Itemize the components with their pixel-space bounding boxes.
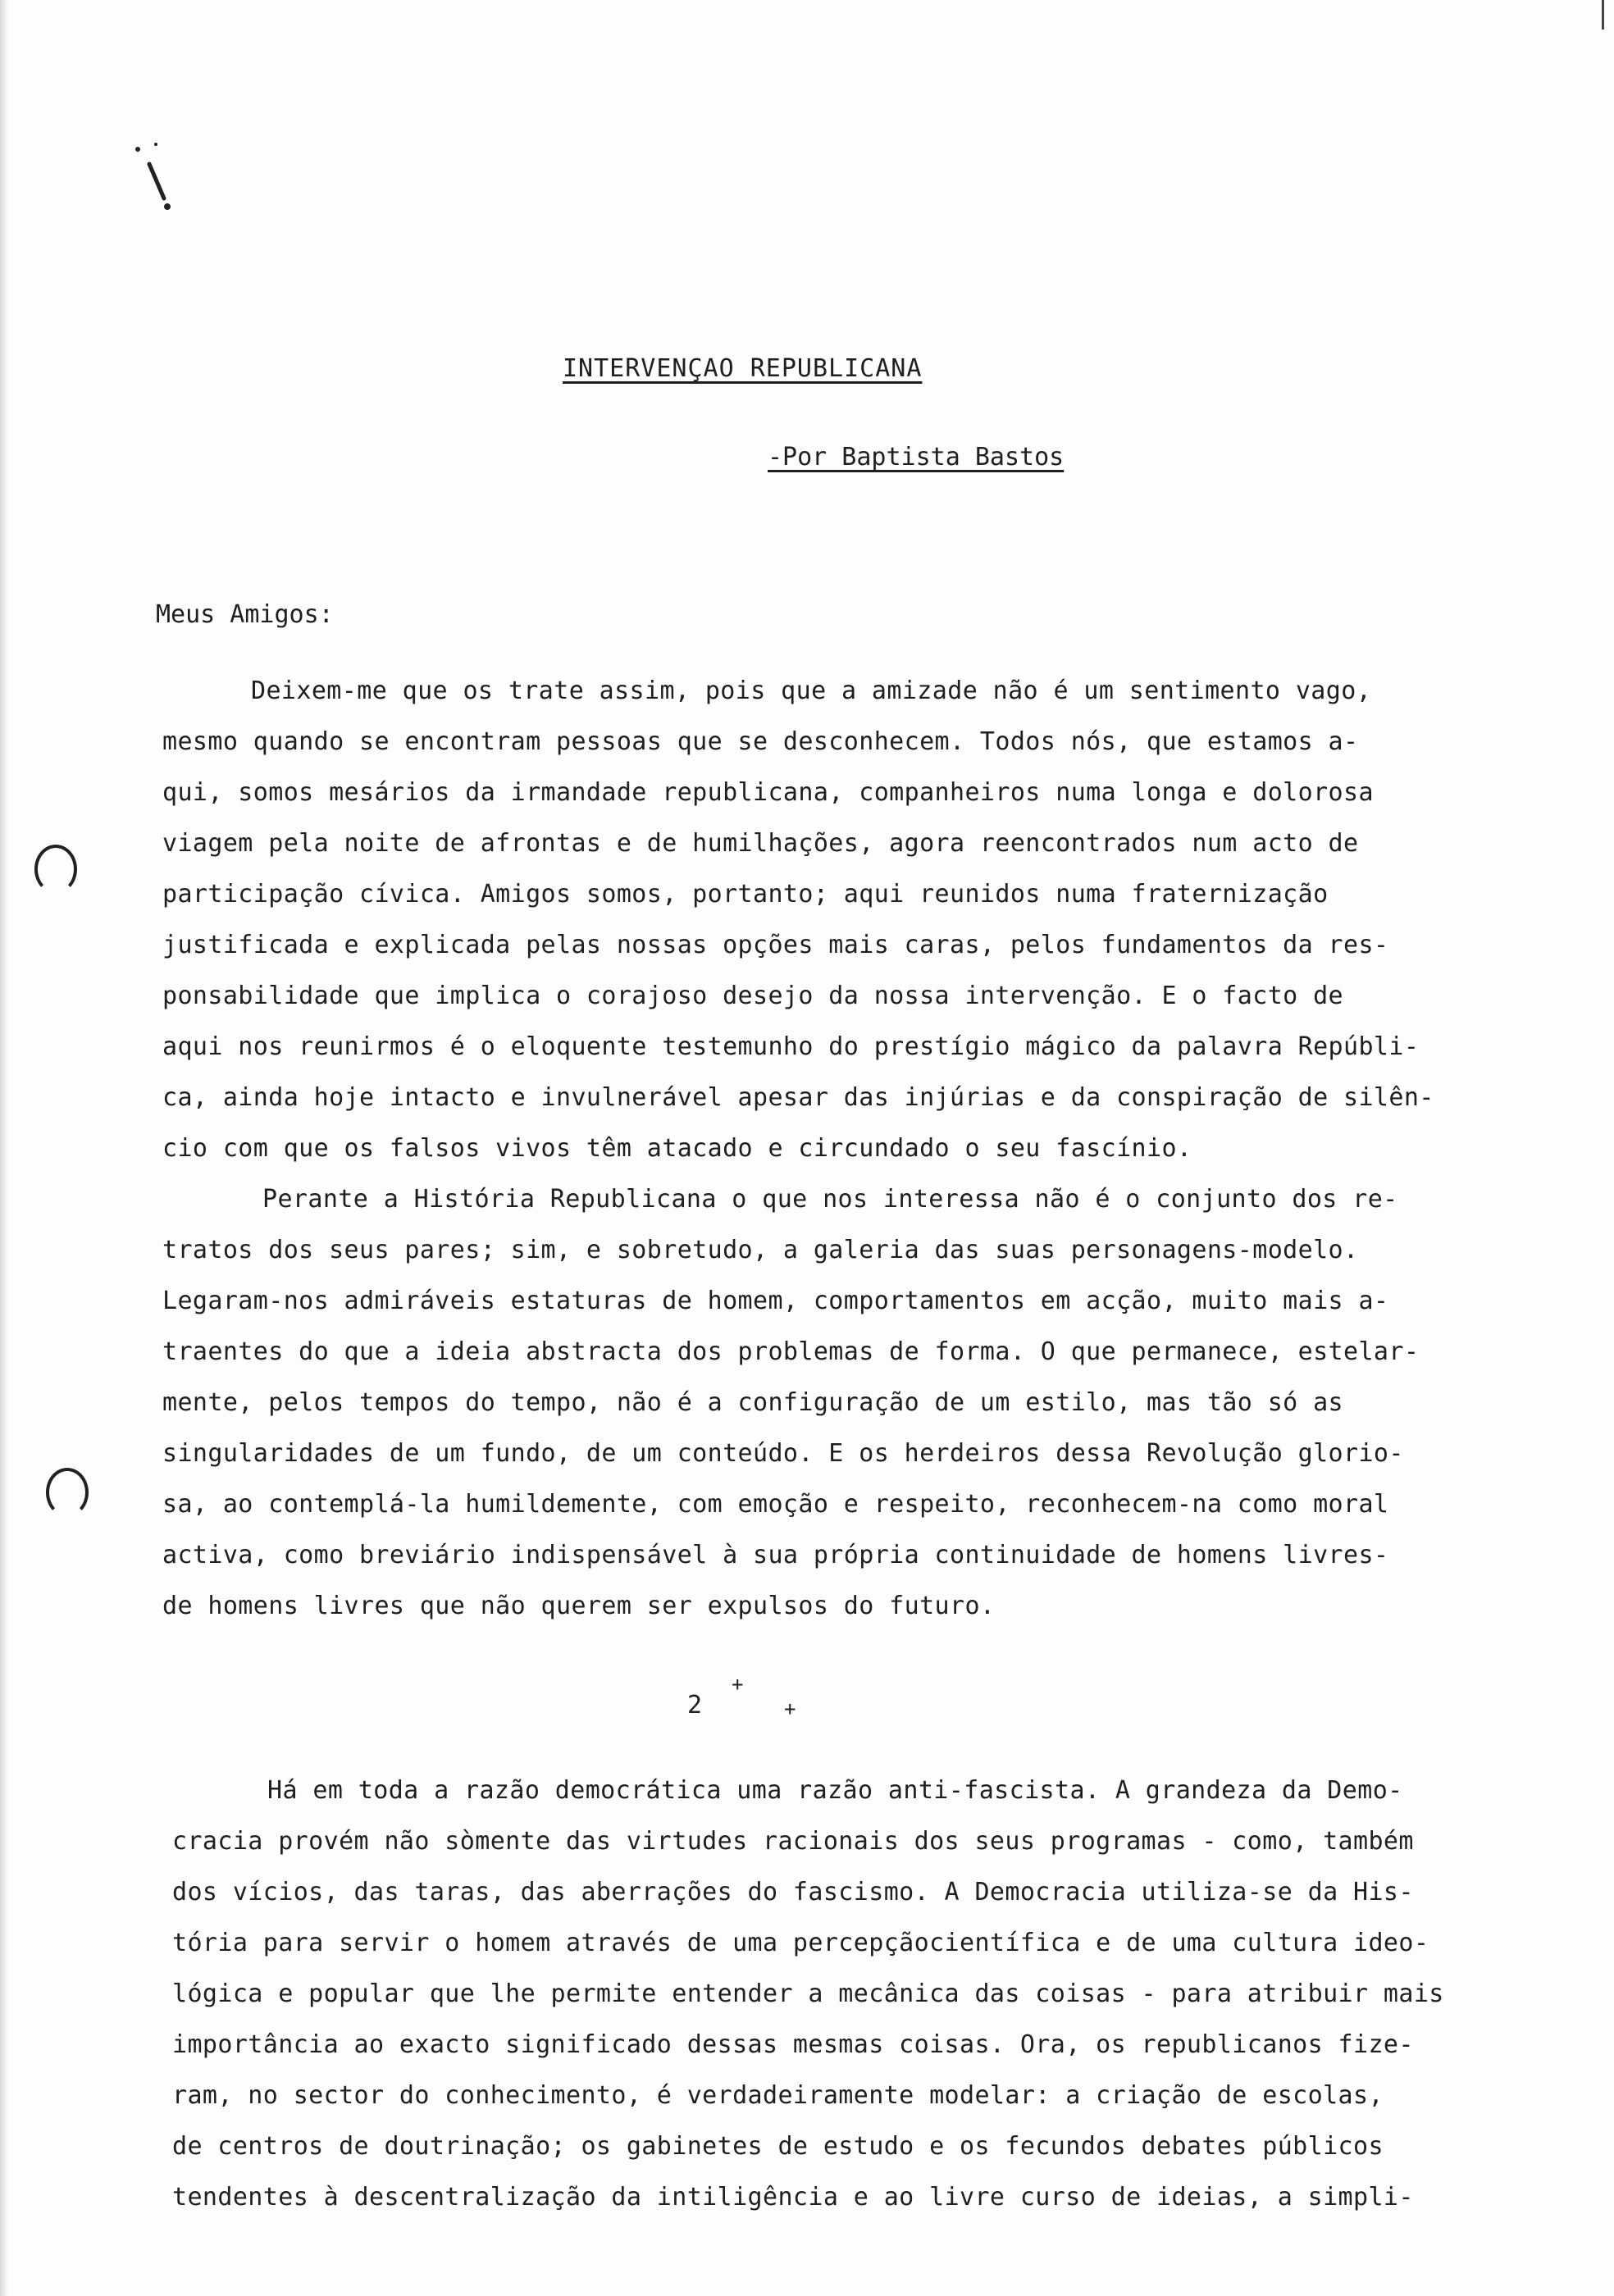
separator-mark: + bbox=[784, 1697, 796, 1720]
text-line: qui, somos mesários da irmandade republicana, companheiros numa longa e dolorosa bbox=[162, 778, 1374, 807]
text-line: lógica e popular que lhe permite entender a mecânica das coisas - para atribuir mais bbox=[172, 1979, 1444, 2008]
text-line: justificada e explicada pelas nossas opções mais caras, pelos fundamentos da res- bbox=[162, 931, 1389, 959]
text-line: tória para servir o homem através de uma percepçãocientífica e de uma cultura ideo- bbox=[172, 1929, 1429, 1957]
text-line: activa, como breviário indispensável à sua própria continuidade de homens livres- bbox=[162, 1541, 1389, 1569]
text-line: importância ao exacto significado dessas mesmas coisas. Ora, os republicanos fize- bbox=[172, 2030, 1414, 2059]
punch-hole-icon bbox=[46, 1468, 89, 1517]
text-line: Legaram-nos admiráveis estaturas de homem, comportamentos em acção, muito mais a- bbox=[162, 1287, 1389, 1315]
punch-hole-icon bbox=[34, 845, 77, 894]
text-line: mente, pelos tempos do tempo, não é a configuração de um estilo, mas tão só as bbox=[162, 1388, 1343, 1417]
text-line: cio com que os falsos vivos têm atacado e circundado o seu fascínio. bbox=[162, 1134, 1192, 1163]
text-line: de homens livres que não querem ser expulsos do futuro. bbox=[162, 1592, 996, 1620]
text-line: de centros de doutrinação; os gabinetes de estudo e os fecundos debates públicos bbox=[172, 2132, 1384, 2161]
text-line: traentes do que a ideia abstracta dos problemas de forma. O que permanece, estelar- bbox=[162, 1337, 1420, 1366]
scan-edge-mark bbox=[1602, 0, 1604, 30]
section-number: 2 bbox=[687, 1691, 703, 1720]
text-line: dos vícios, das taras, das aberrações do fascismo. A Democracia utiliza-se da His- bbox=[172, 1878, 1414, 1906]
section-separator bbox=[677, 1673, 809, 1738]
text-line: aqui nos reunirmos é o eloquente testemunho do prestígio mágico da palavra Repúbli- bbox=[162, 1032, 1420, 1061]
text-line: tendentes à descentralização da intiligência e ao livre curso de ideias, a simpli- bbox=[172, 2183, 1414, 2212]
text-line: participação cívica. Amigos somos, portanto; aqui reunidos numa fraternização bbox=[162, 880, 1329, 909]
text-line: mesmo quando se encontram pessoas que se desconhecem. Todos nós, que estamos a- bbox=[162, 727, 1359, 756]
scan-edge-shadow bbox=[0, 0, 8, 2296]
text-line: cracia provém não sòmente das virtudes racionais dos seus programas - como, também bbox=[172, 1827, 1414, 1856]
text-line: Perante a História Republicana o que nos interessa não é o conjunto dos re- bbox=[262, 1185, 1398, 1214]
text-line: Há em toda a razão democrática uma razão anti-fascista. A grandeza da Demo- bbox=[267, 1776, 1403, 1805]
text-line: viagem pela noite de afrontas e de humilhações, agora reencontrados num acto de bbox=[162, 829, 1359, 858]
text-line: Deixem-me que os trate assim, pois que a amizade não é um sentimento vago, bbox=[251, 676, 1372, 705]
text-line: sa, ao contemplá-la humildemente, com emoção e respeito, reconhecem-na como moral bbox=[162, 1490, 1389, 1519]
pen-mark-icon bbox=[131, 139, 180, 213]
text-line: ram, no sector do conhecimento, é verdadeiramente modelar: a criação de escolas, bbox=[172, 2081, 1384, 2110]
text-line: singularidades de um fundo, de um conteúdo. E os herdeiros dessa Revolução glorio- bbox=[162, 1439, 1404, 1468]
document-title: INTERVENÇAO REPUBLICANA bbox=[563, 354, 923, 383]
text-line: ponsabilidade que implica o corajoso desejo da nossa intervenção. E o facto de bbox=[162, 982, 1343, 1010]
text-line: tratos dos seus pares; sim, e sobretudo, a galeria das suas personagens-modelo. bbox=[162, 1236, 1359, 1264]
document-byline: -Por Baptista Bastos bbox=[768, 443, 1065, 472]
salutation: Meus Amigos: bbox=[156, 600, 334, 629]
separator-mark: + bbox=[732, 1673, 744, 1696]
text-line: ca, ainda hoje intacto e invulnerável apesar das injúrias e da conspiração de silên- bbox=[162, 1083, 1434, 1112]
